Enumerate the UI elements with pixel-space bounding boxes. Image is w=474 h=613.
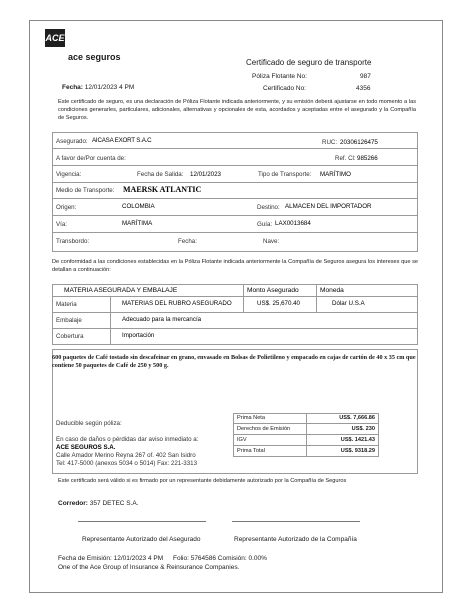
totals-row-value: US$. 7,666.86 [339, 415, 375, 421]
divider [52, 232, 418, 233]
origen-label: Origen: [56, 204, 77, 211]
monto-col-header: Monto Asegurado [247, 287, 299, 294]
ruc-label: RUC: [322, 139, 338, 146]
via-value: MARÍTIMA [122, 220, 153, 227]
totals-row-label: IGV [237, 437, 247, 443]
signature-line-compania [232, 521, 360, 522]
transbordo-label: Transbordo: [56, 238, 90, 245]
fecha-emision: Fecha de Emisión: 12/01/2023 4 PM [58, 555, 164, 562]
aviso-address: Calle Amador Merino Reyna 267 of. 402 San Isidro [56, 452, 196, 459]
materia-value: MATERIAS DEL RUBRO ASEGURADO [122, 300, 232, 307]
certificado-label: Certificado No: [263, 85, 306, 92]
totals-row [233, 446, 379, 457]
conformidad-paragraph: De conformidad a las condiciones establecidas en la Póliza Flotante indicada anteriormente la Compañía de Seguros asegura los intereses que se detallan a continuación: [52, 259, 418, 273]
brand-name: ace seguros [68, 52, 121, 62]
divider [316, 284, 317, 312]
asegurado-value: AICASA EXORT S.A.C [92, 137, 152, 144]
group-footer: One of the Ace Group of Insurance & Reinsurance Companies. [58, 564, 240, 571]
origen-value: COLOMBIA [122, 203, 155, 210]
certificado-value: 4356 [356, 85, 371, 92]
nave-label: Nave: [263, 238, 280, 245]
transbordo-fecha-label: Fecha: [178, 238, 197, 245]
moneda-col-header: Moneda [320, 287, 344, 294]
embalaje-label: Embalaje [56, 317, 82, 324]
cargo-description: 600 paquetes de Café tostado sin descafeinar en grano, envasado en Bolsas de Polietileno y empacado en cajas de cartón de 40 x 35 cm que contiene 50 paquetes de Café de 250 y 500 g. [52, 354, 416, 369]
document-title: Certificado de seguro de transporte [246, 58, 372, 67]
embalaje-value: Adecuado para la mercancía [122, 316, 202, 323]
folio-comision: Folio: 5764586 Comisión: 0.00% [173, 555, 267, 562]
aviso-label: En caso de daños o pérdidas dar aviso inmediato a: [56, 436, 199, 443]
deducible-label: Deducible según póliza: [56, 420, 122, 427]
ace-logo-icon: ACE [45, 29, 65, 47]
corredor: Corredor: 357 DETEC S.A. [58, 500, 139, 507]
salida-value: 12/01/2023 [190, 171, 221, 178]
ref-label: Ref. Cl: [335, 155, 356, 162]
aviso-company: ACE SEGUROS S.A. [56, 444, 116, 451]
totals-row-label: Prima Neta [237, 415, 265, 421]
totals-row-value: US$. 1421.43 [340, 437, 375, 443]
validez-paragraph: Este certificado será válido si es firmado por un representante debidamente autorizado por la Compañía de Seguros [58, 478, 347, 484]
monto-value: US$. 25,670.40 [257, 300, 301, 307]
divider [52, 215, 418, 216]
tipo-transporte-value: MARÍTIMO [320, 171, 351, 178]
via-label: Vía: [56, 221, 68, 228]
medio-value: MAERSK ATLANTIC [123, 185, 202, 194]
ref-value: 985266 [357, 155, 378, 162]
totals-row [233, 435, 379, 446]
poliza-value: 987 [360, 73, 371, 80]
materia-col-header: MATERIA ASEGURADA Y EMBALAJE [64, 287, 178, 294]
moneda-value: Dólar U.S.A [332, 300, 365, 307]
vigencia-label: Vigencia: [56, 171, 82, 178]
cuenta-label: A favor de/Por cuenta de: [56, 155, 126, 162]
cobertura-label: Cobertura [56, 333, 84, 340]
divider [243, 284, 244, 312]
totals-row [233, 424, 379, 435]
guia-label: Guía: [257, 221, 273, 228]
totals-row [233, 413, 379, 424]
signature-asegurado-label: Representante Autorizado del Asegurado [82, 536, 201, 543]
asegurado-label: Asegurado: [56, 138, 88, 145]
signature-compania-label: Representante Autorizado de la Compañía [234, 536, 357, 543]
totals-row-label: Derechos de Emisión [237, 426, 291, 432]
destino-value: ALMACEN DEL IMPORTADOR [285, 203, 372, 210]
divider [52, 165, 418, 166]
divider [110, 296, 111, 345]
aviso-phone: Tel: 417-5000 (anexos 5034 o 5014) Fax: 221-3313 [56, 460, 198, 467]
divider [52, 148, 418, 149]
medio-label: Medio de Transporte: [56, 187, 115, 194]
totals-row-label: Prima Total [237, 448, 265, 454]
poliza-label: Póliza Flotante No: [252, 73, 307, 80]
cobertura-value: Importación [122, 332, 155, 339]
divider [52, 198, 418, 199]
salida-label: Fecha de Salida: [137, 171, 184, 178]
divider [52, 296, 418, 297]
divider [52, 312, 418, 313]
signature-line-asegurado [78, 521, 206, 522]
intro-paragraph: Este certificado de seguro, es una declaración de Póliza Flotante indicada anteriormente, y su emisión deberá ajustarse en todo momento a las condiciones generarles, particulares, adicionales, alternativas y opcionales de esta, acordados y aceptadas entre el asegurado y la Compañía de Seguros. [58, 99, 416, 121]
destino-label: Destino: [257, 204, 280, 211]
materia-label: Materia [56, 301, 77, 308]
totals-row-value: US$. 230 [351, 426, 375, 432]
guia-value: LAX0013684 [275, 220, 311, 227]
divider [52, 328, 418, 329]
divider [52, 182, 418, 183]
fecha-label: Fecha: 12/01/2023 4 PM [62, 84, 135, 91]
totals-row-value: US$. 9318.29 [340, 448, 375, 454]
ruc-value: 20306126475 [340, 139, 378, 146]
tipo-transporte-label: Tipo de Transporte: [258, 171, 312, 178]
